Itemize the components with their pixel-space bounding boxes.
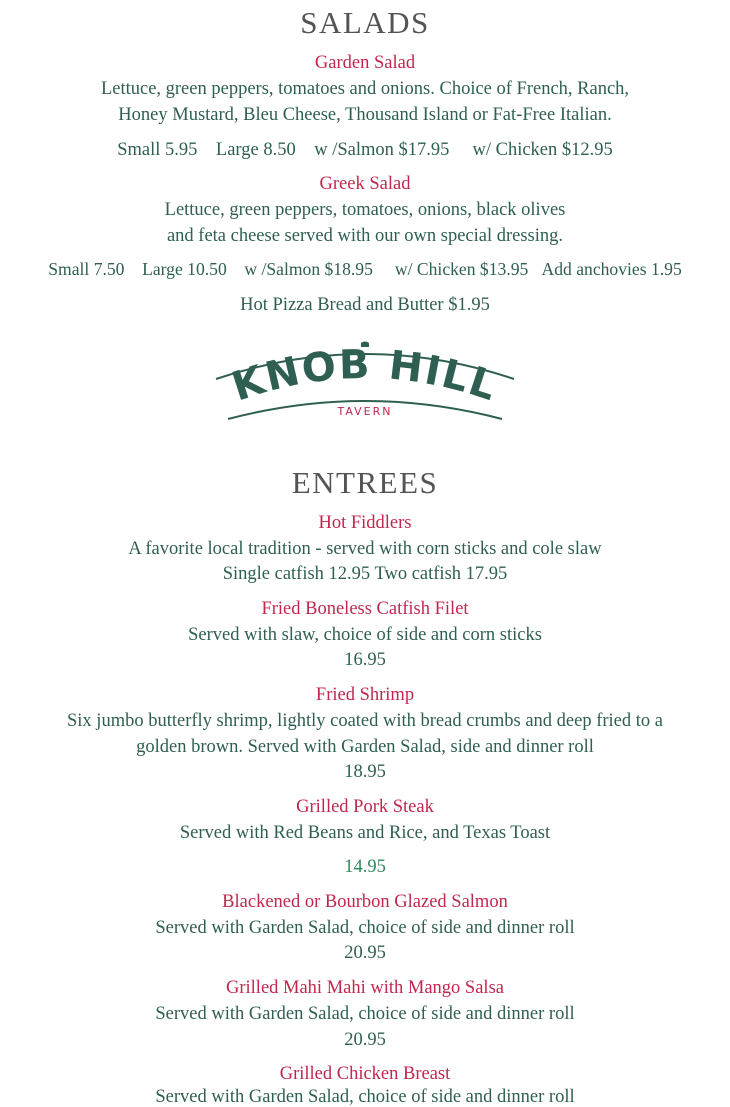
entree-item-desc: golden brown. Served with Garden Salad, side and dinner roll <box>136 737 594 757</box>
greek-salad-prices <box>0 261 730 279</box>
garden-salad-price-small: Small 5.95 <box>117 140 198 160</box>
greek-salad-price-chicken: w/ Chicken $13.95 <box>394 259 529 279</box>
garden-salad-price-salmon: w /Salmon $17.95 <box>314 140 450 160</box>
entree-item-desc: Served with Red Beans and Rice, and Texas Toast <box>179 823 551 843</box>
entree-item-name: Grilled Mahi Mahi with Mango Salsa <box>226 978 504 998</box>
entree-item-price: 14.95 <box>344 857 386 877</box>
knob-hill-logo <box>210 335 520 430</box>
garden-salad-prices <box>0 141 730 160</box>
svg-text:TAVERN: TAVERN <box>337 405 393 418</box>
entree-item-name: Fried Boneless Catfish Filet <box>261 599 469 619</box>
pizza-bread-item: Hot Pizza Bread and Butter $1.95 <box>240 295 490 315</box>
greek-salad-desc-line1: Lettuce, green peppers, tomatoes, onions, black olives <box>164 200 566 220</box>
entree-item-desc: Served with Garden Salad, choice of side and dinner roll <box>155 1087 575 1107</box>
entree-item-desc: Served with slaw, choice of side and corn sticks <box>188 625 542 645</box>
entree-item-name: Blackened or Bourbon Glazed Salmon <box>222 892 508 912</box>
svg-text:KNOB HILL: KNOB HILL <box>226 341 504 411</box>
garden-salad-desc-line2: Honey Mustard, Bleu Cheese, Thousand Island or Fat-Free Italian. <box>118 105 612 125</box>
greek-salad-desc-line2: and feta cheese served with our own special dressing. <box>166 226 564 246</box>
garden-salad-price-large: Large 8.50 <box>215 140 296 160</box>
garden-salad-price-chicken: w/ Chicken $12.95 <box>472 140 613 160</box>
greek-salad-price-salmon: w /Salmon $18.95 <box>244 259 373 279</box>
entree-item-price: 20.95 <box>344 943 386 963</box>
greek-salad-price-small: Small 7.50 <box>48 259 125 279</box>
entrees-section <box>0 467 730 498</box>
entree-item-name: Grilled Chicken Breast <box>279 1064 451 1084</box>
salads-heading: SALADS <box>300 5 430 40</box>
entree-item-desc: Served with Garden Salad, choice of side and dinner roll <box>155 918 575 938</box>
garden-salad-name: Garden Salad <box>314 53 416 73</box>
entree-item-name: Fried Shrimp <box>315 685 415 705</box>
entree-item-desc: Six jumbo butterfly shrimp, lightly coated with bread crumbs and deep fried to a <box>67 711 663 731</box>
salads-section <box>0 7 730 38</box>
entree-item-desc: A favorite local tradition - served with corn sticks and cole slaw <box>128 539 602 559</box>
greek-salad-price-large: Large 10.50 <box>142 259 227 279</box>
entree-item-desc: Single catfish 12.95 Two catfish 17.95 <box>222 564 508 584</box>
entree-item-price: 18.95 <box>344 762 386 782</box>
entrees-heading: ENTREES <box>291 465 439 500</box>
greek-salad-price-anchovies: Add anchovies 1.95 <box>541 259 682 279</box>
entree-item-name: Hot Fiddlers <box>318 513 412 533</box>
entree-item-name: Grilled Pork Steak <box>296 797 434 817</box>
garden-salad-desc-line1: Lettuce, green peppers, tomatoes and onions. Choice of French, Ranch, <box>100 79 630 99</box>
knob-hill-logo-graphic <box>210 335 520 430</box>
entree-item-price: 20.95 <box>344 1030 386 1050</box>
entree-item-price: 16.95 <box>344 650 386 670</box>
entree-item-desc: Served with Garden Salad, choice of side and dinner roll <box>155 1004 575 1024</box>
greek-salad-name: Greek Salad <box>319 174 411 194</box>
